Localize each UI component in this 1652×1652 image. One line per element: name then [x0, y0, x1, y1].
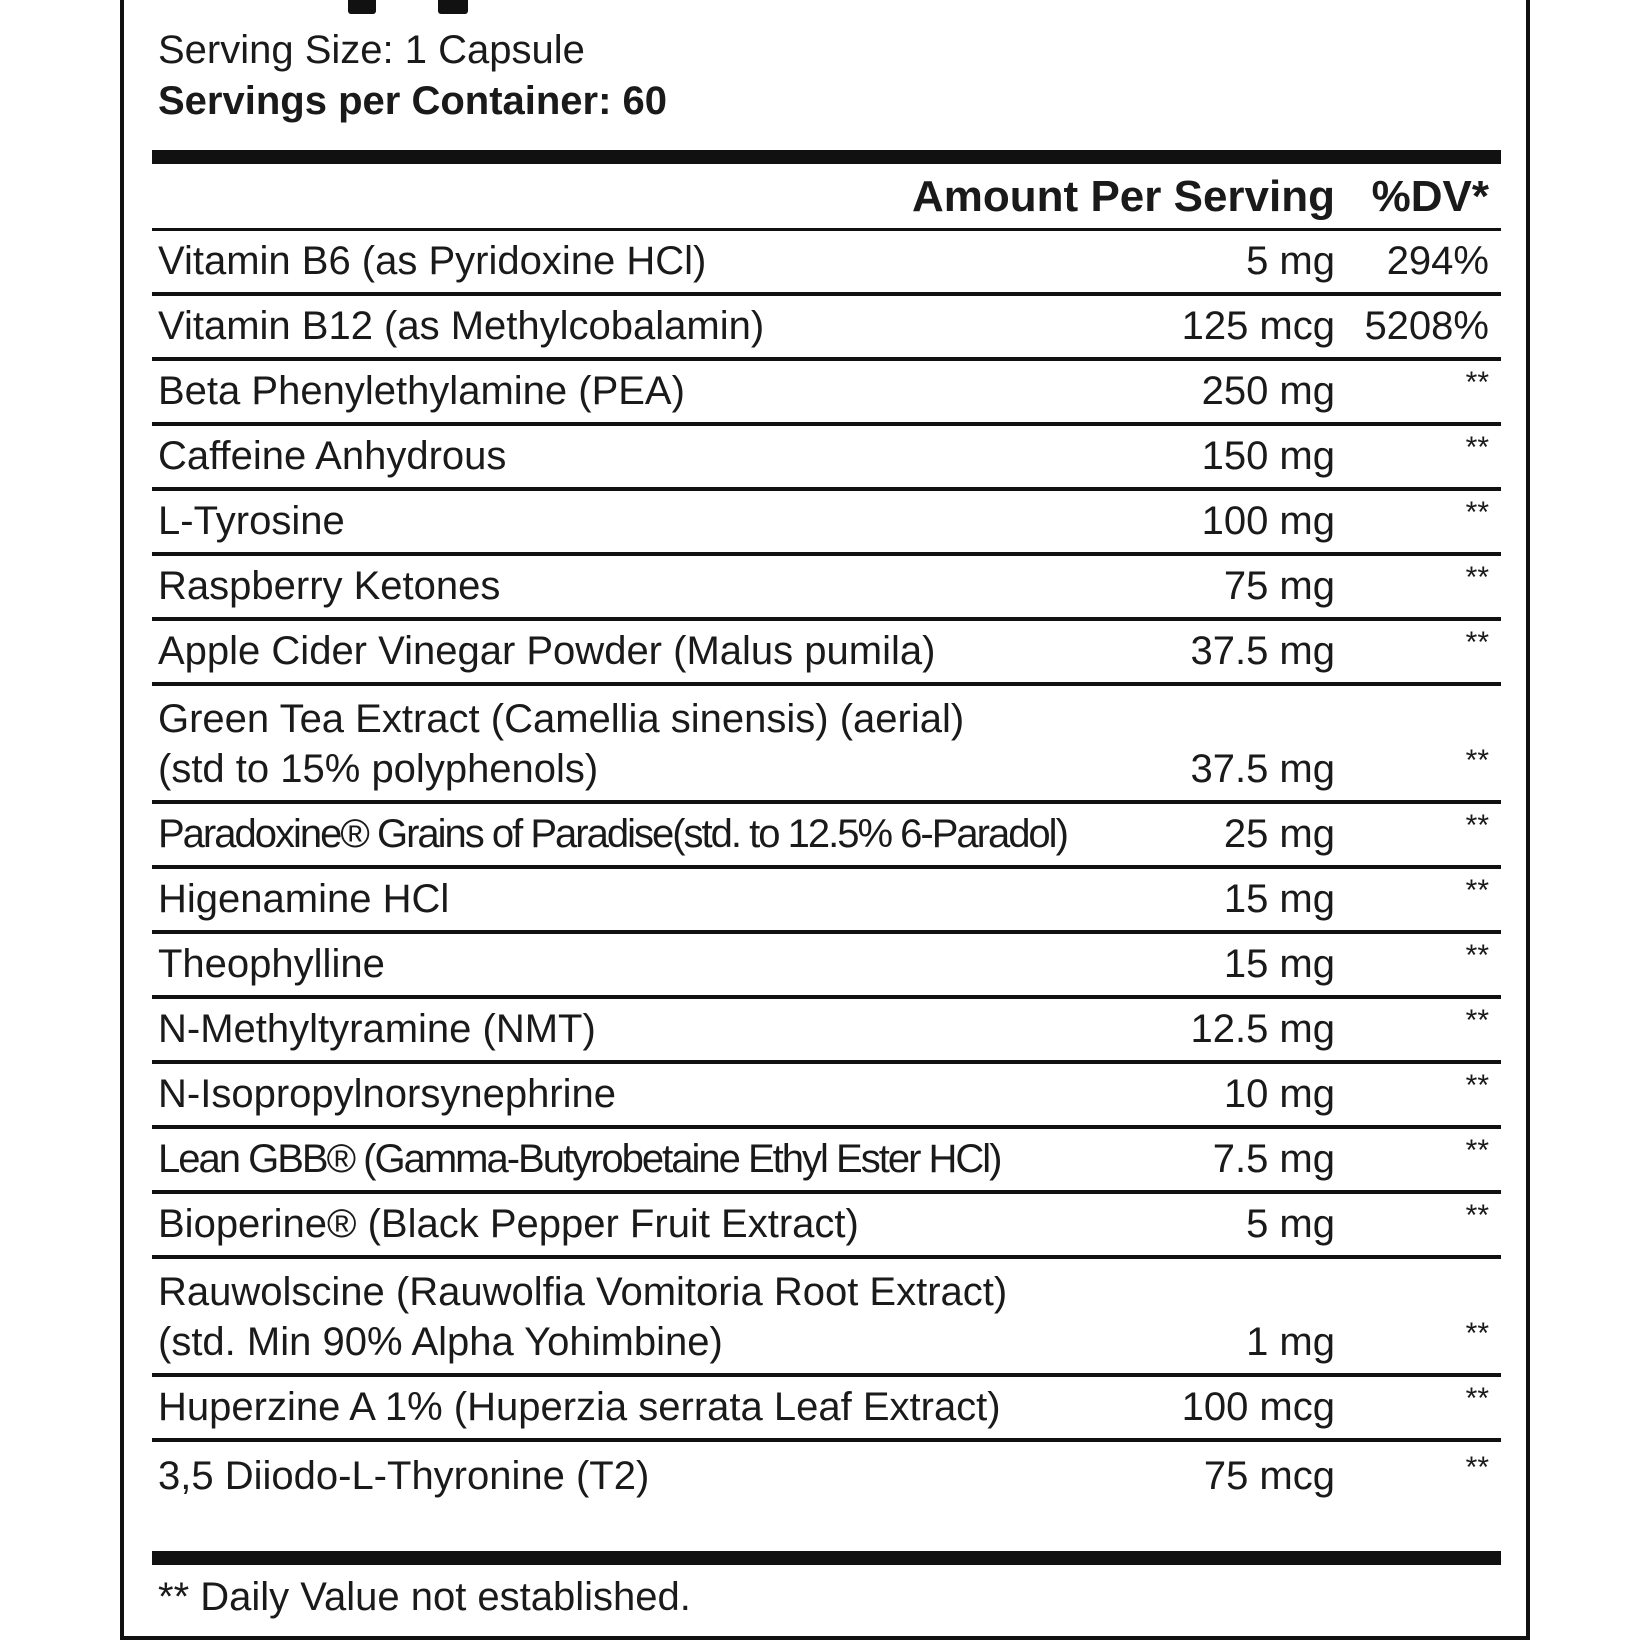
ingredient-row: [152, 1442, 1501, 1507]
ingredient-name: Green Tea Extract (Camellia sinensis) (aerial) (std to 15% polyphenols): [158, 697, 965, 791]
column-header-row: [152, 164, 1501, 231]
ingredient-daily-value: **: [1465, 626, 1489, 659]
ingredient-daily-value: **: [1465, 496, 1489, 529]
serving-size: Serving Size: 1 Capsule: [158, 28, 585, 72]
ingredient-daily-value: **: [1465, 1317, 1489, 1350]
ingredient-daily-value: 294%: [1386, 239, 1489, 283]
ingredient-row: [152, 426, 1501, 491]
ingredient-amount: 125 mcg: [1181, 304, 1335, 348]
ingredient-row: [152, 556, 1501, 621]
ingredient-daily-value: **: [1465, 1134, 1489, 1167]
ingredient-name: Apple Cider Vinegar Powder (Malus pumila): [158, 629, 936, 673]
ingredient-name: Vitamin B6 (as Pyridoxine HCl): [158, 239, 707, 283]
ingredient-row: [152, 491, 1501, 556]
ingredient-amount: 15 mg: [1223, 942, 1335, 986]
ingredient-row: [152, 296, 1501, 361]
ingredient-name: 3,5 Diiodo-L-Thyronine (T2): [158, 1454, 650, 1498]
ingredient-daily-value: **: [1465, 1199, 1489, 1232]
ingredient-daily-value: **: [1465, 1382, 1489, 1415]
ingredient-name: N-Methyltyramine (NMT): [158, 1007, 596, 1051]
ingredient-name: Higenamine HCl: [158, 877, 450, 921]
ingredient-amount: 100 mcg: [1181, 1385, 1335, 1429]
amount-per-serving-header: Amount Per Serving: [912, 172, 1335, 221]
ingredient-daily-value: **: [1465, 939, 1489, 972]
ingredient-amount: 12.5 mg: [1190, 1007, 1335, 1051]
ingredient-name: Lean GBB® (Gamma-Butyrobetaine Ethyl Ester HCl): [158, 1137, 1001, 1181]
servings-per-container: Servings per Container: 60: [158, 79, 668, 123]
ingredient-row: [152, 934, 1501, 999]
title-text-fragment: [348, 0, 376, 14]
ingredient-row: [152, 1129, 1501, 1194]
ingredient-row: [152, 804, 1501, 869]
daily-value-header: %DV*: [1371, 172, 1489, 221]
ingredient-amount: 5 mg: [1246, 239, 1335, 283]
ingredient-name: Raspberry Ketones: [158, 564, 501, 608]
ingredient-row: [152, 1377, 1501, 1442]
ingredient-daily-value: **: [1465, 1451, 1489, 1484]
ingredient-name: Paradoxine® Grains of Paradise(std. to 12.5% 6-Paradol): [158, 812, 1067, 856]
ingredient-daily-value: **: [1465, 1069, 1489, 1102]
ingredient-row: [152, 1064, 1501, 1129]
ingredient-daily-value: **: [1465, 431, 1489, 464]
ingredient-row: [152, 1194, 1501, 1259]
ingredient-amount: 5 mg: [1246, 1202, 1335, 1246]
ingredient-amount: 37.5 mg: [1190, 747, 1335, 791]
ingredient-row: [152, 621, 1501, 686]
ingredient-name: Vitamin B12 (as Methylcobalamin): [158, 304, 765, 348]
ingredient-name: N-Isopropylnorsynephrine: [158, 1072, 617, 1116]
ingredient-name: Bioperine® (Black Pepper Fruit Extract): [158, 1202, 859, 1246]
ingredient-row: [152, 231, 1501, 296]
ingredient-daily-value: 5208%: [1364, 304, 1489, 348]
ingredient-row: [152, 686, 1501, 804]
thick-divider-bottom: [152, 1551, 1501, 1565]
ingredient-name: Beta Phenylethylamine (PEA): [158, 369, 685, 413]
ingredient-name: Rauwolscine (Rauwolfia Vomitoria Root Extract) (std. Min 90% Alpha Yohimbine): [158, 1270, 1008, 1364]
ingredient-amount: 37.5 mg: [1190, 629, 1335, 673]
ingredient-amount: 150 mg: [1201, 434, 1335, 478]
ingredient-list: [152, 231, 1501, 1507]
ingredient-row: [152, 999, 1501, 1064]
ingredient-name: L-Tyrosine: [158, 499, 345, 543]
daily-value-footnote: ** Daily Value not established.: [158, 1575, 691, 1619]
ingredient-name: Caffeine Anhydrous: [158, 434, 507, 478]
title-text-fragment: [438, 0, 468, 14]
ingredient-amount: 1 mg: [1246, 1320, 1335, 1364]
ingredient-amount: 25 mg: [1223, 812, 1335, 856]
thick-divider-top: [152, 150, 1501, 164]
ingredient-daily-value: **: [1465, 809, 1489, 842]
ingredient-amount: 7.5 mg: [1212, 1137, 1335, 1181]
ingredient-name: Huperzine A 1% (Huperzia serrata Leaf Extract): [158, 1385, 1001, 1429]
ingredient-amount: 75 mcg: [1203, 1454, 1335, 1498]
ingredient-daily-value: **: [1465, 874, 1489, 907]
ingredient-amount: 250 mg: [1201, 369, 1335, 413]
ingredient-amount: 15 mg: [1223, 877, 1335, 921]
ingredient-amount: 100 mg: [1201, 499, 1335, 543]
ingredient-name: Theophylline: [158, 942, 385, 986]
ingredient-row: [152, 869, 1501, 934]
ingredient-amount: 10 mg: [1223, 1072, 1335, 1116]
ingredient-amount: 75 mg: [1223, 564, 1335, 608]
ingredient-row: [152, 361, 1501, 426]
ingredient-daily-value: **: [1465, 1004, 1489, 1037]
ingredient-row: [152, 1259, 1501, 1377]
ingredient-daily-value: **: [1465, 744, 1489, 777]
ingredient-daily-value: **: [1465, 366, 1489, 399]
ingredient-daily-value: **: [1465, 561, 1489, 594]
